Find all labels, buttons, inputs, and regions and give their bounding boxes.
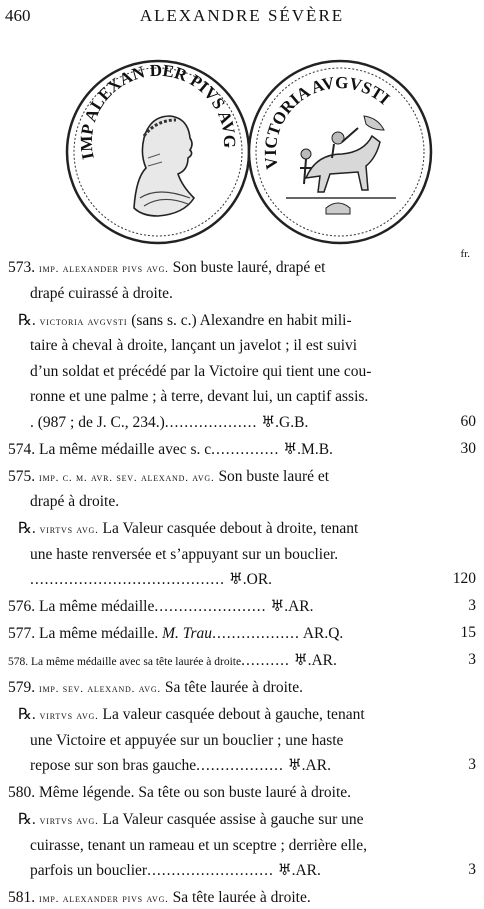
entry-text: une Victoire et appuyée sur un bouclier ; une haste (30, 731, 344, 749)
column-unit-label: fr. (460, 248, 470, 260)
price-value: 3 (468, 861, 476, 878)
catalogue-entry-line (8, 440, 333, 460)
entry-text: (sans s. c.) Alexandre en habit mili- (127, 311, 352, 329)
catalogue-entry-line (18, 705, 365, 726)
leader-dots: ................... (164, 413, 258, 431)
catalogue-continuation-line (30, 413, 308, 433)
leader-dots: .................. (196, 757, 284, 774)
entry-text: ♅.G.B. (257, 413, 309, 431)
entry-text: ♅.AR. (283, 757, 331, 774)
entry-text: Sa tête laurée à droite. (160, 679, 303, 696)
entry-text: ℞. (18, 811, 40, 828)
entry-text: taire à cheval à droite, lançant un javelot ; il est suivi (30, 337, 358, 354)
entry-text: 574. La même médaille avec s. c (8, 440, 212, 458)
entry-text: parfois un bouclier (30, 862, 148, 879)
entry-text: 576. La même médaille (8, 598, 155, 615)
entry-text: ℞. (18, 520, 40, 537)
coin-legend-text: imp. sev. alexand. avg. (39, 683, 161, 695)
catalogue-entry-line (8, 258, 325, 279)
coin-legend-text: imp. alexander pivs avg. (39, 263, 169, 275)
coin-legend-text: imp. c. m. avr. sev. alexand. avg. (39, 471, 215, 484)
leader-dots: .......... (241, 652, 290, 669)
price-value: 15 (460, 624, 476, 641)
entry-text: drapé à droite. (30, 493, 120, 510)
price-value: 3 (468, 651, 476, 668)
catalogue-entry-line (18, 519, 358, 540)
leader-dots: ....................... (154, 598, 267, 615)
price-value: 30 (460, 439, 476, 457)
reverse-legend: VICTORIA AVGVSTI (260, 72, 394, 171)
catalogue-continuation-line (30, 492, 119, 512)
catalogue-continuation-line (30, 861, 321, 881)
page-number: 460 (5, 6, 31, 25)
catalogue-continuation-line (30, 836, 367, 856)
leader-dots: .............. (211, 440, 280, 458)
entry-text: ronne et une palme ; à terre, devant lui, un captif assis. (30, 388, 369, 405)
catalogue-entry-line (18, 810, 364, 831)
catalogue-entry-line (8, 651, 337, 672)
running-title: ALEXANDRE SÉVÈRE (139, 6, 345, 25)
catalogue-continuation-line (30, 545, 338, 565)
catalogue-entry-line (8, 678, 303, 699)
entry-text: ℞. (18, 311, 40, 329)
catalogue-entry-line (8, 624, 343, 644)
leader-dots: .................. (212, 625, 300, 642)
catalogue-continuation-line (30, 731, 343, 751)
entry-text: 573. (8, 259, 39, 276)
entry-text: repose sur son bras gauche (30, 757, 197, 774)
entry-text: ♅.M.B. (279, 440, 333, 458)
catalogue-entry-line (8, 597, 314, 617)
entry-text: . (987 ; de J. C., 234.) (30, 413, 165, 431)
catalogue-continuation-line (30, 756, 331, 776)
coin-legend-text: virtvs avg. (39, 710, 99, 722)
coin-legend-text: imp. alexander pivs avg. (39, 893, 169, 905)
catalogue-continuation-line (30, 284, 173, 304)
catalogue-entry-line (8, 783, 351, 803)
catalogue-entry-line (18, 311, 352, 332)
price-value: 120 (452, 570, 476, 587)
catalogue-entry-line (8, 467, 329, 488)
entry-text: La Valeur casquée debout à droite, tenant (98, 520, 359, 537)
catalogue-continuation-line (30, 387, 368, 407)
entry-text: Son buste lauré et (214, 467, 330, 485)
entry-text: La Valeur casquée assise à gauche sur une (98, 811, 364, 828)
entry-text: cuirasse, tenant un rameau et un sceptre ; derrière elle, (30, 836, 367, 854)
catalogue-continuation-line (30, 362, 371, 382)
entry-text: ♅.AR. (266, 598, 314, 615)
entry-text: 578. La même médaille avec sa tête laurée à droite (8, 656, 242, 668)
entry-text: d’un soldat et précédé par la Victoire qui tient une cou- (30, 362, 372, 380)
entry-text: La valeur casquée debout à gauche, tenant (98, 706, 365, 723)
coin-legend-text: virtvs avg. (39, 815, 99, 827)
entry-text: 575. (8, 467, 39, 485)
entry-text: 581. (8, 889, 39, 906)
price-value: 60 (460, 412, 476, 430)
entry-text: 580. Même légende. Sa tête ou son buste lauré à droite. (8, 784, 352, 801)
catalogue-continuation-line (30, 336, 357, 356)
entry-text: une haste renversée et s’appuyant sur un bouclier. (30, 545, 339, 563)
coin-reverse-image (246, 58, 434, 246)
entry-text: AR.Q. (299, 625, 344, 642)
obverse-legend: IMP ALEXAN DER PIVS AVG (76, 60, 240, 162)
entry-text: 577. La même médaille. (8, 625, 163, 642)
entry-text: ♅.AR. (289, 652, 337, 669)
entry-text: Son buste lauré, drapé et (168, 259, 326, 276)
leader-dots: .......................... (147, 862, 274, 879)
entry-text: ♅.OR. (225, 571, 273, 588)
coin-legend-text: virtvs avg. (39, 524, 99, 536)
coin-obverse-image (64, 58, 252, 246)
price-value: 3 (468, 756, 476, 773)
leader-dots: ........................................ (30, 571, 225, 588)
price-value: 3 (468, 597, 476, 614)
entry-text: 579. (8, 679, 39, 696)
entry-text: Sa tête laurée à droite. (168, 889, 311, 906)
catalogue-continuation-line (30, 570, 272, 590)
entry-text: M. Trau (162, 625, 213, 642)
entry-text: ℞. (18, 706, 40, 723)
entry-text: ♅.AR. (273, 862, 321, 879)
coin-legend-text: victoria avgvsti (39, 315, 128, 328)
catalogue-entry-line (8, 888, 311, 909)
entry-text: drapé cuirassé à droite. (30, 284, 173, 302)
